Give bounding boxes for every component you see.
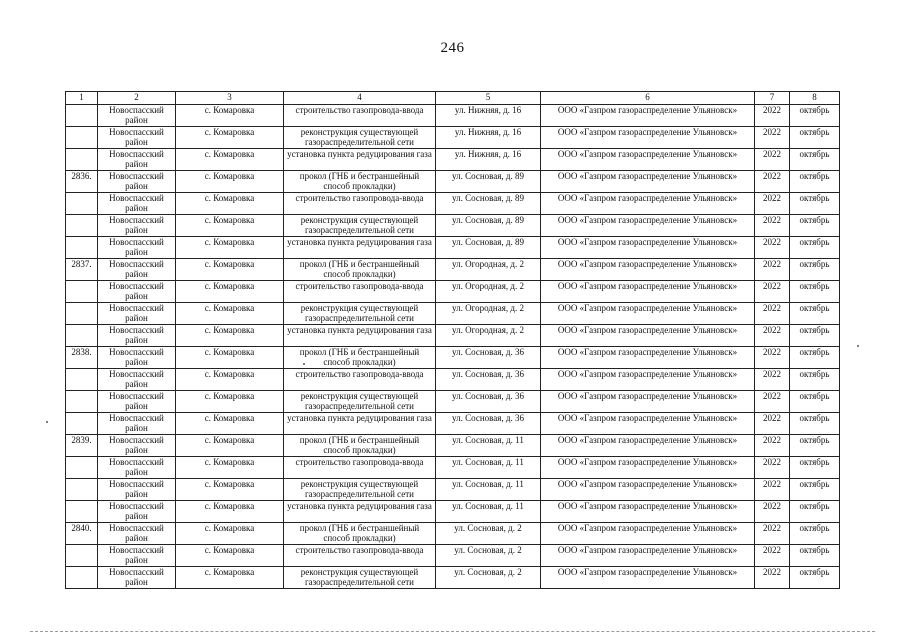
- column-header: 3: [176, 92, 284, 105]
- address-cell: ул. Сосновая, д. 11: [436, 435, 541, 457]
- work-type-cell: прокол (ГНБ и бестраншейный способ прокладки): [284, 435, 436, 457]
- row-number-cell: 2840.: [66, 523, 98, 545]
- column-header: 4: [284, 92, 436, 105]
- table-header-row: [66, 92, 840, 105]
- district-cell: Новоспасский район: [98, 303, 176, 325]
- year-cell: 2022: [755, 413, 790, 435]
- organization-cell: ООО «Газпром газораспределение Ульяновск»: [541, 347, 755, 369]
- year-cell: 2022: [755, 545, 790, 567]
- settlement-cell: с. Комаровка: [176, 237, 284, 259]
- organization-cell: ООО «Газпром газораспределение Ульяновск»: [541, 369, 755, 391]
- table-row: [66, 391, 840, 413]
- month-cell: октябрь: [790, 567, 840, 589]
- month-cell: октябрь: [790, 413, 840, 435]
- table-row: [66, 523, 840, 545]
- year-cell: 2022: [755, 105, 790, 127]
- district-cell: Новоспасский район: [98, 237, 176, 259]
- work-type-cell: реконструкция существующей газораспределительной сети: [284, 479, 436, 501]
- scan-edge-line: [30, 631, 875, 632]
- address-cell: ул. Нижняя, д. 16: [436, 127, 541, 149]
- work-type-cell: установка пункта редуцирования газа: [284, 149, 436, 171]
- year-cell: 2022: [755, 325, 790, 347]
- district-cell: Новоспасский район: [98, 523, 176, 545]
- settlement-cell: с. Комаровка: [176, 149, 284, 171]
- organization-cell: ООО «Газпром газораспределение Ульяновск»: [541, 501, 755, 523]
- year-cell: 2022: [755, 347, 790, 369]
- table-row: [66, 545, 840, 567]
- organization-cell: ООО «Газпром газораспределение Ульяновск»: [541, 413, 755, 435]
- table-row: [66, 413, 840, 435]
- table-row: [66, 281, 840, 303]
- work-type-cell: строительство газопровода-ввода: [284, 457, 436, 479]
- row-number-cell: [66, 545, 98, 567]
- organization-cell: ООО «Газпром газораспределение Ульяновск»: [541, 567, 755, 589]
- settlement-cell: с. Комаровка: [176, 523, 284, 545]
- settlement-cell: с. Комаровка: [176, 435, 284, 457]
- row-number-cell: 2836.: [66, 171, 98, 193]
- address-cell: ул. Сосновая, д. 89: [436, 193, 541, 215]
- settlement-cell: с. Комаровка: [176, 303, 284, 325]
- address-cell: ул. Сосновая, д. 36: [436, 413, 541, 435]
- table-row: [66, 171, 840, 193]
- district-cell: Новоспасский район: [98, 391, 176, 413]
- district-cell: Новоспасский район: [98, 105, 176, 127]
- month-cell: октябрь: [790, 127, 840, 149]
- district-cell: Новоспасский район: [98, 545, 176, 567]
- work-type-cell: строительство газопровода-ввода: [284, 369, 436, 391]
- row-number-cell: [66, 193, 98, 215]
- organization-cell: ООО «Газпром газораспределение Ульяновск»: [541, 215, 755, 237]
- year-cell: 2022: [755, 215, 790, 237]
- settlement-cell: с. Комаровка: [176, 325, 284, 347]
- month-cell: октябрь: [790, 215, 840, 237]
- work-type-cell: реконструкция существующей газораспределительной сети: [284, 127, 436, 149]
- table-row: [66, 567, 840, 589]
- data-table: [65, 91, 840, 589]
- column-header: 6: [541, 92, 755, 105]
- organization-cell: ООО «Газпром газораспределение Ульяновск»: [541, 149, 755, 171]
- district-cell: Новоспасский район: [98, 215, 176, 237]
- settlement-cell: с. Комаровка: [176, 259, 284, 281]
- work-type-cell: строительство газопровода-ввода: [284, 281, 436, 303]
- page-number: 246: [440, 40, 465, 56]
- address-cell: ул. Огородная, д. 2: [436, 303, 541, 325]
- address-cell: ул. Сосновая, д. 36: [436, 369, 541, 391]
- year-cell: 2022: [755, 281, 790, 303]
- settlement-cell: с. Комаровка: [176, 127, 284, 149]
- settlement-cell: с. Комаровка: [176, 171, 284, 193]
- address-cell: ул. Сосновая, д. 36: [436, 391, 541, 413]
- scan-speck: [303, 363, 305, 365]
- district-cell: Новоспасский район: [98, 171, 176, 193]
- year-cell: 2022: [755, 127, 790, 149]
- address-cell: ул. Сосновая, д. 2: [436, 567, 541, 589]
- year-cell: 2022: [755, 457, 790, 479]
- table-row: [66, 369, 840, 391]
- organization-cell: ООО «Газпром газораспределение Ульяновск»: [541, 435, 755, 457]
- table-row: [66, 501, 840, 523]
- year-cell: 2022: [755, 171, 790, 193]
- month-cell: октябрь: [790, 171, 840, 193]
- settlement-cell: с. Комаровка: [176, 479, 284, 501]
- year-cell: 2022: [755, 149, 790, 171]
- table-row: [66, 479, 840, 501]
- row-number-cell: [66, 237, 98, 259]
- district-cell: Новоспасский район: [98, 457, 176, 479]
- work-type-cell: прокол (ГНБ и бестраншейный способ прокладки): [284, 347, 436, 369]
- organization-cell: ООО «Газпром газораспределение Ульяновск»: [541, 171, 755, 193]
- organization-cell: ООО «Газпром газораспределение Ульяновск»: [541, 325, 755, 347]
- month-cell: октябрь: [790, 105, 840, 127]
- scan-speck: [857, 345, 859, 347]
- work-type-cell: реконструкция существующей газораспределительной сети: [284, 215, 436, 237]
- table-row: [66, 457, 840, 479]
- address-cell: ул. Сосновая, д. 11: [436, 479, 541, 501]
- table-row: [66, 237, 840, 259]
- row-number-cell: [66, 369, 98, 391]
- table-body: [66, 105, 840, 589]
- settlement-cell: с. Комаровка: [176, 105, 284, 127]
- district-cell: Новоспасский район: [98, 347, 176, 369]
- table-row: [66, 347, 840, 369]
- table-row: [66, 149, 840, 171]
- district-cell: Новоспасский район: [98, 413, 176, 435]
- table-row: [66, 193, 840, 215]
- organization-cell: ООО «Газпром газораспределение Ульяновск»: [541, 193, 755, 215]
- row-number-cell: 2837.: [66, 259, 98, 281]
- year-cell: 2022: [755, 523, 790, 545]
- district-cell: Новоспасский район: [98, 567, 176, 589]
- address-cell: ул. Нижняя, д. 16: [436, 105, 541, 127]
- address-cell: ул. Огородная, д. 2: [436, 325, 541, 347]
- settlement-cell: с. Комаровка: [176, 501, 284, 523]
- year-cell: 2022: [755, 567, 790, 589]
- district-cell: Новоспасский район: [98, 325, 176, 347]
- address-cell: ул. Сосновая, д. 89: [436, 237, 541, 259]
- column-header: 8: [790, 92, 840, 105]
- row-number-cell: [66, 303, 98, 325]
- year-cell: 2022: [755, 303, 790, 325]
- address-cell: ул. Огородная, д. 2: [436, 281, 541, 303]
- row-number-cell: [66, 567, 98, 589]
- settlement-cell: с. Комаровка: [176, 369, 284, 391]
- settlement-cell: с. Комаровка: [176, 281, 284, 303]
- district-cell: Новоспасский район: [98, 501, 176, 523]
- row-number-cell: 2838.: [66, 347, 98, 369]
- row-number-cell: [66, 149, 98, 171]
- address-cell: ул. Сосновая, д. 11: [436, 457, 541, 479]
- month-cell: октябрь: [790, 501, 840, 523]
- table-row: [66, 435, 840, 457]
- settlement-cell: с. Комаровка: [176, 391, 284, 413]
- year-cell: 2022: [755, 391, 790, 413]
- year-cell: 2022: [755, 237, 790, 259]
- table-row: [66, 259, 840, 281]
- row-number-cell: [66, 391, 98, 413]
- district-cell: Новоспасский район: [98, 369, 176, 391]
- month-cell: октябрь: [790, 391, 840, 413]
- row-number-cell: [66, 479, 98, 501]
- settlement-cell: с. Комаровка: [176, 457, 284, 479]
- organization-cell: ООО «Газпром газораспределение Ульяновск»: [541, 303, 755, 325]
- year-cell: 2022: [755, 479, 790, 501]
- month-cell: октябрь: [790, 237, 840, 259]
- address-cell: ул. Нижняя, д. 16: [436, 149, 541, 171]
- row-number-cell: 2839.: [66, 435, 98, 457]
- work-type-cell: прокол (ГНБ и бестраншейный способ прокладки): [284, 259, 436, 281]
- organization-cell: ООО «Газпром газораспределение Ульяновск»: [541, 237, 755, 259]
- row-number-cell: [66, 105, 98, 127]
- table-row: [66, 325, 840, 347]
- settlement-cell: с. Комаровка: [176, 347, 284, 369]
- district-cell: Новоспасский район: [98, 281, 176, 303]
- work-type-cell: установка пункта редуцирования газа: [284, 413, 436, 435]
- organization-cell: ООО «Газпром газораспределение Ульяновск»: [541, 127, 755, 149]
- month-cell: октябрь: [790, 325, 840, 347]
- month-cell: октябрь: [790, 303, 840, 325]
- district-cell: Новоспасский район: [98, 127, 176, 149]
- work-type-cell: реконструкция существующей газораспределительной сети: [284, 391, 436, 413]
- work-type-cell: установка пункта редуцирования газа: [284, 237, 436, 259]
- settlement-cell: с. Комаровка: [176, 545, 284, 567]
- row-number-cell: [66, 127, 98, 149]
- address-cell: ул. Сосновая, д. 89: [436, 171, 541, 193]
- settlement-cell: с. Комаровка: [176, 193, 284, 215]
- year-cell: 2022: [755, 369, 790, 391]
- work-type-cell: прокол (ГНБ и бестраншейный способ прокладки): [284, 523, 436, 545]
- organization-cell: ООО «Газпром газораспределение Ульяновск»: [541, 391, 755, 413]
- address-cell: ул. Сосновая, д. 11: [436, 501, 541, 523]
- work-type-cell: реконструкция существующей газораспределительной сети: [284, 303, 436, 325]
- row-number-cell: [66, 413, 98, 435]
- month-cell: октябрь: [790, 193, 840, 215]
- work-type-cell: строительство газопровода-ввода: [284, 105, 436, 127]
- work-type-cell: строительство газопровода-ввода: [284, 193, 436, 215]
- address-cell: ул. Сосновая, д. 2: [436, 523, 541, 545]
- organization-cell: ООО «Газпром газораспределение Ульяновск»: [541, 457, 755, 479]
- organization-cell: ООО «Газпром газораспределение Ульяновск»: [541, 545, 755, 567]
- organization-cell: ООО «Газпром газораспределение Ульяновск»: [541, 479, 755, 501]
- column-header: 7: [755, 92, 790, 105]
- month-cell: октябрь: [790, 479, 840, 501]
- district-cell: Новоспасский район: [98, 193, 176, 215]
- work-type-cell: строительство газопровода-ввода: [284, 545, 436, 567]
- district-cell: Новоспасский район: [98, 149, 176, 171]
- month-cell: октябрь: [790, 259, 840, 281]
- table-row: [66, 215, 840, 237]
- organization-cell: ООО «Газпром газораспределение Ульяновск»: [541, 105, 755, 127]
- settlement-cell: с. Комаровка: [176, 567, 284, 589]
- district-cell: Новоспасский район: [98, 435, 176, 457]
- year-cell: 2022: [755, 193, 790, 215]
- table-row: [66, 303, 840, 325]
- column-header: 1: [66, 92, 98, 105]
- table-row: [66, 105, 840, 127]
- row-number-cell: [66, 501, 98, 523]
- month-cell: октябрь: [790, 281, 840, 303]
- month-cell: октябрь: [790, 369, 840, 391]
- organization-cell: ООО «Газпром газораспределение Ульяновск»: [541, 523, 755, 545]
- month-cell: октябрь: [790, 545, 840, 567]
- organization-cell: ООО «Газпром газораспределение Ульяновск»: [541, 281, 755, 303]
- settlement-cell: с. Комаровка: [176, 215, 284, 237]
- organization-cell: ООО «Газпром газораспределение Ульяновск»: [541, 259, 755, 281]
- address-cell: ул. Сосновая, д. 2: [436, 545, 541, 567]
- month-cell: октябрь: [790, 523, 840, 545]
- scan-speck: [46, 421, 48, 423]
- address-cell: ул. Огородная, д. 2: [436, 259, 541, 281]
- row-number-cell: [66, 215, 98, 237]
- work-type-cell: установка пункта редуцирования газа: [284, 501, 436, 523]
- work-type-cell: установка пункта редуцирования газа: [284, 325, 436, 347]
- month-cell: октябрь: [790, 149, 840, 171]
- row-number-cell: [66, 325, 98, 347]
- month-cell: октябрь: [790, 435, 840, 457]
- month-cell: октябрь: [790, 457, 840, 479]
- district-cell: Новоспасский район: [98, 479, 176, 501]
- address-cell: ул. Сосновая, д. 36: [436, 347, 541, 369]
- work-type-cell: реконструкция существующей газораспределительной сети: [284, 567, 436, 589]
- settlement-cell: с. Комаровка: [176, 413, 284, 435]
- row-number-cell: [66, 457, 98, 479]
- address-cell: ул. Сосновая, д. 89: [436, 215, 541, 237]
- row-number-cell: [66, 281, 98, 303]
- column-header: 5: [436, 92, 541, 105]
- column-header: 2: [98, 92, 176, 105]
- work-type-cell: прокол (ГНБ и бестраншейный способ прокладки): [284, 171, 436, 193]
- district-cell: Новоспасский район: [98, 259, 176, 281]
- month-cell: октябрь: [790, 347, 840, 369]
- year-cell: 2022: [755, 259, 790, 281]
- year-cell: 2022: [755, 501, 790, 523]
- table-row: [66, 127, 840, 149]
- year-cell: 2022: [755, 435, 790, 457]
